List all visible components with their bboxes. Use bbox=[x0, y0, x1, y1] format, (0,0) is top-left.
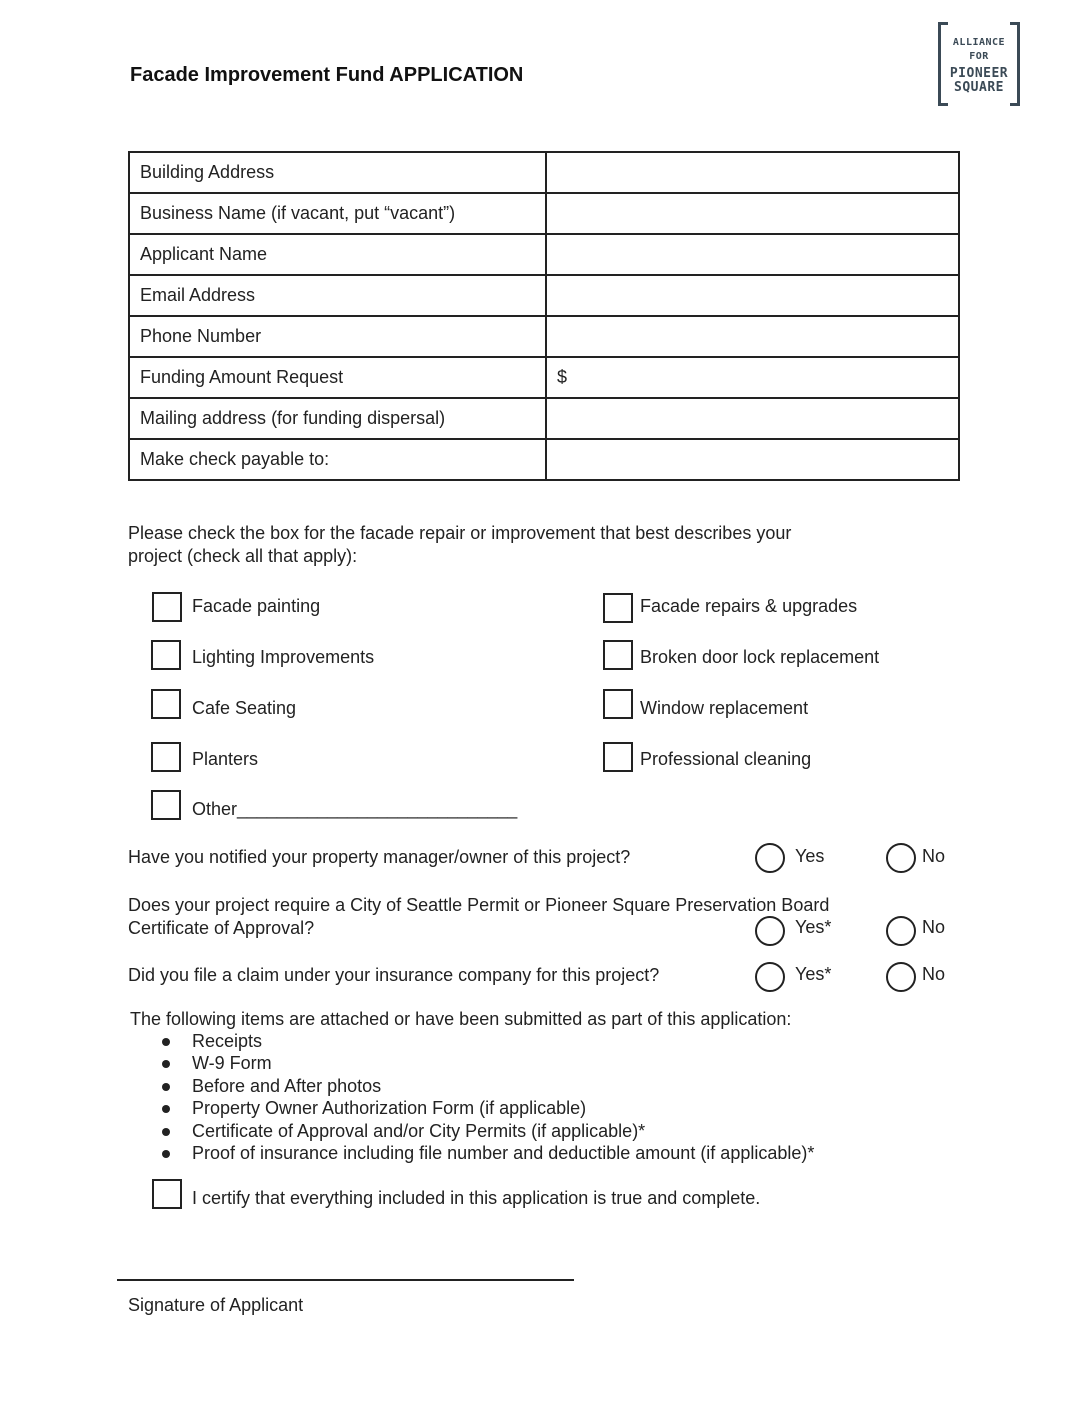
attachment-item: Certificate of Approval and/or City Permits (if applicable)* bbox=[192, 1121, 646, 1141]
window-replacement-label: Window replacement bbox=[640, 698, 809, 718]
business-name-label: Business Name (if vacant, put “vacant”) bbox=[129, 193, 546, 234]
signature-line[interactable] bbox=[117, 1279, 574, 1281]
professional-cleaning-checkbox[interactable] bbox=[603, 742, 633, 772]
table-row bbox=[129, 193, 959, 234]
insurance-yes-label: Yes* bbox=[795, 964, 832, 984]
permit-yes-radio[interactable] bbox=[755, 916, 785, 946]
planters-checkbox[interactable] bbox=[151, 742, 181, 772]
funding-amount-field[interactable]: $ bbox=[546, 357, 959, 398]
professional-cleaning-label: Professional cleaning bbox=[640, 749, 812, 769]
table-row bbox=[129, 357, 959, 398]
mailing-address-field[interactable] bbox=[546, 398, 959, 439]
insurance-no-label: No bbox=[922, 964, 946, 984]
facade-painting-checkbox[interactable] bbox=[152, 592, 182, 622]
cafe-seating-checkbox[interactable] bbox=[151, 689, 181, 719]
lighting-improvements-checkbox[interactable] bbox=[151, 640, 181, 670]
door-lock-checkbox[interactable] bbox=[603, 640, 633, 670]
attachment-item: Proof of insurance including file number and deductible amount (if applicable)* bbox=[192, 1143, 815, 1163]
notified-owner-yes-label: Yes bbox=[795, 846, 825, 866]
building-address-field[interactable] bbox=[546, 152, 959, 193]
insurance-no-radio[interactable] bbox=[886, 962, 916, 992]
email-address-label: Email Address bbox=[129, 275, 546, 316]
cafe-seating-label: Cafe Seating bbox=[192, 698, 297, 718]
table-row bbox=[129, 234, 959, 275]
table-row bbox=[129, 275, 959, 316]
payable-to-field[interactable] bbox=[546, 439, 959, 480]
permit-yes-label: Yes* bbox=[795, 917, 832, 937]
attachment-item: Receipts bbox=[192, 1031, 263, 1051]
permit-no-label: No bbox=[922, 917, 946, 937]
logo-line-2: FOR bbox=[969, 51, 989, 62]
logo-line-1: ALLIANCE bbox=[952, 37, 1006, 48]
payable-to-label: Make check payable to: bbox=[129, 439, 546, 480]
question-permit-line-2: Certificate of Approval? bbox=[128, 918, 315, 938]
other-label[interactable]: Other____________________________ bbox=[192, 799, 518, 819]
lighting-improvements-label: Lighting Improvements bbox=[192, 647, 375, 667]
business-name-field[interactable] bbox=[546, 193, 959, 234]
insurance-yes-radio[interactable] bbox=[755, 962, 785, 992]
page-title: Facade Improvement Fund APPLICATION bbox=[130, 64, 524, 86]
bullet-icon bbox=[162, 1150, 170, 1158]
question-insurance-claim: Did you file a claim under your insurance company for this project? bbox=[128, 965, 660, 985]
certify-checkbox[interactable] bbox=[152, 1179, 182, 1209]
notified-owner-no-radio[interactable] bbox=[886, 843, 916, 873]
phone-number-field[interactable] bbox=[546, 316, 959, 357]
table-row bbox=[129, 316, 959, 357]
table-row bbox=[129, 439, 959, 480]
attachment-item: W-9 Form bbox=[192, 1053, 272, 1073]
alliance-logo bbox=[938, 22, 1024, 110]
instructions-line-1: Please check the box for the facade repair or improvement that best describes your bbox=[128, 523, 792, 543]
planters-label: Planters bbox=[192, 749, 259, 769]
phone-number-label: Phone Number bbox=[129, 316, 546, 357]
question-permit-line-1: Does your project require a City of Seattle Permit or Pioneer Square Preservation Board bbox=[128, 895, 830, 915]
logo-line-3: PIONEER bbox=[949, 66, 1009, 81]
notified-owner-yes-radio[interactable] bbox=[755, 843, 785, 873]
permit-no-radio[interactable] bbox=[886, 916, 916, 946]
facade-repairs-label: Facade repairs & upgrades bbox=[640, 596, 858, 616]
funding-amount-label: Funding Amount Request bbox=[129, 357, 546, 398]
applicant-info-table bbox=[128, 151, 960, 481]
bullet-icon bbox=[162, 1060, 170, 1068]
question-notified-owner: Have you notified your property manager/owner of this project? bbox=[128, 847, 631, 867]
logo-line-4: SQUARE bbox=[954, 80, 1004, 95]
instructions-line-2: project (check all that apply): bbox=[128, 546, 358, 566]
attachment-item: Before and After photos bbox=[192, 1076, 382, 1096]
bullet-icon bbox=[162, 1038, 170, 1046]
building-address-label: Building Address bbox=[129, 152, 546, 193]
bullet-icon bbox=[162, 1083, 170, 1091]
notified-owner-no-label: No bbox=[922, 846, 946, 866]
mailing-address-label: Mailing address (for funding dispersal) bbox=[129, 398, 546, 439]
bullet-icon bbox=[162, 1128, 170, 1136]
signature-label: Signature of Applicant bbox=[128, 1295, 304, 1315]
facade-painting-label: Facade painting bbox=[192, 596, 321, 616]
certify-label: I certify that everything included in this application is true and complete. bbox=[192, 1188, 761, 1208]
bullet-icon bbox=[162, 1105, 170, 1113]
other-checkbox[interactable] bbox=[151, 790, 181, 820]
email-address-field[interactable] bbox=[546, 275, 959, 316]
table-row bbox=[129, 398, 959, 439]
attachment-item: Property Owner Authorization Form (if applicable) bbox=[192, 1098, 587, 1118]
table-row bbox=[129, 152, 959, 193]
door-lock-label: Broken door lock replacement bbox=[640, 647, 880, 667]
applicant-name-field[interactable] bbox=[546, 234, 959, 275]
applicant-name-label: Applicant Name bbox=[129, 234, 546, 275]
attachments-intro: The following items are attached or have been submitted as part of this application: bbox=[130, 1009, 792, 1029]
facade-repairs-checkbox[interactable] bbox=[603, 593, 633, 623]
window-replacement-checkbox[interactable] bbox=[603, 689, 633, 719]
